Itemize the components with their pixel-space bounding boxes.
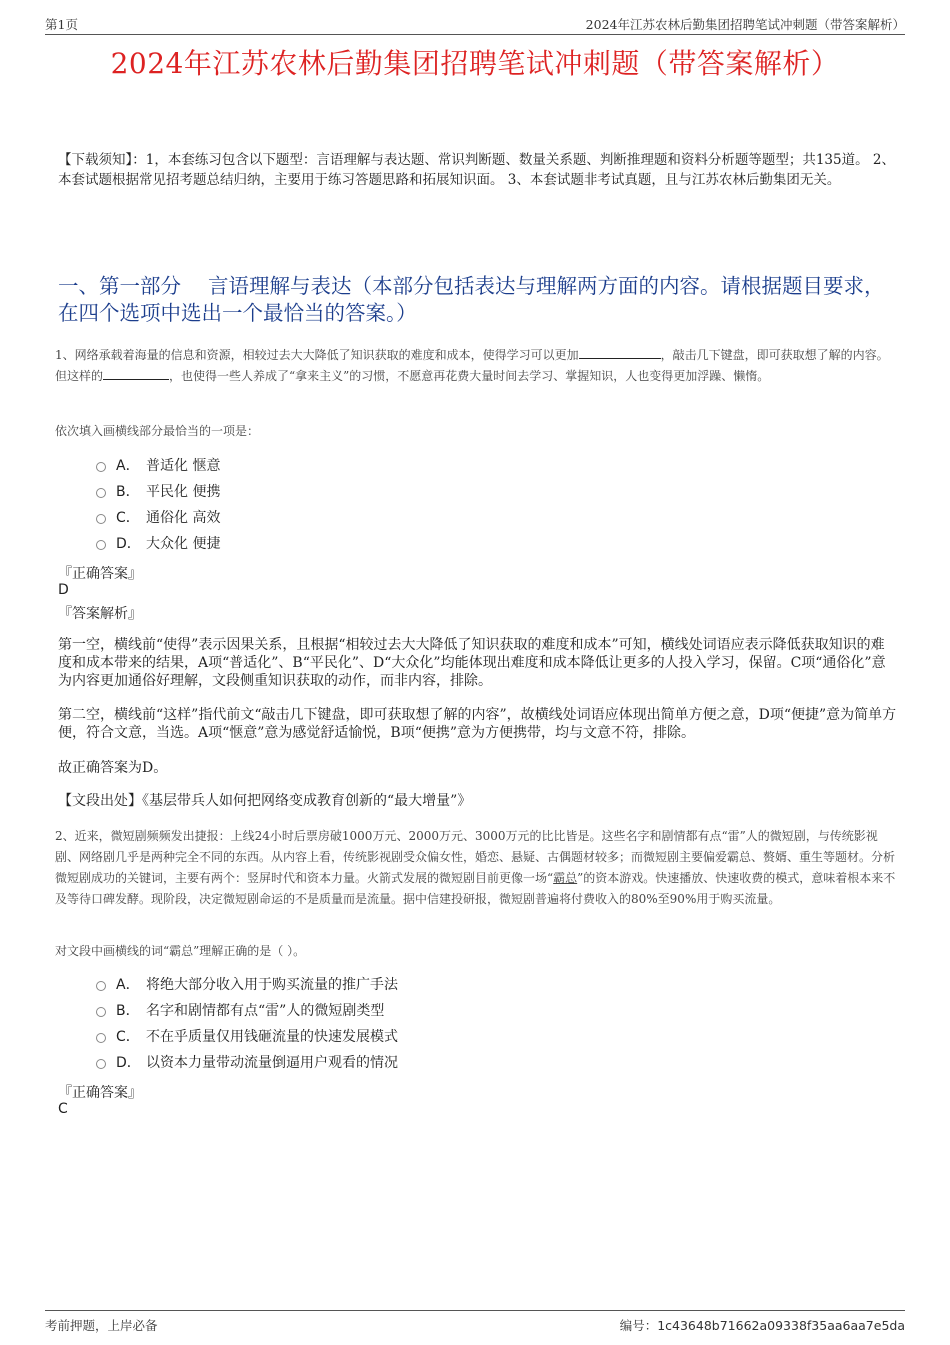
download-notice: 【下载须知】：1，本套练习包含以下题型：言语理解与表达题、常识判断题、数量关系题、判断推理题和资料分析题等题型；共135道。 2、本套试题根据常见招考题总结归纳，主要用于练习答题思路和拓展知识面。 3、本套试题非考试真题，且与江苏农林后勤集团无关。 <box>58 152 895 188</box>
page-header <box>45 12 905 35</box>
radio-icon[interactable] <box>96 540 106 550</box>
option-a[interactable]: A． 将绝大部分收入用于购买流量的推广手法 <box>96 971 398 997</box>
page-number: 第1页 <box>45 17 78 32</box>
footer-slogan: 考前押题，上岸必备 <box>45 1318 158 1333</box>
question-1-options <box>96 452 220 556</box>
question-2-prompt: 对文段中画横线的词“霸总”理解正确的是（ ）。 <box>55 944 306 958</box>
option-b[interactable]: B． 名字和剧情都有点“雷”人的微短剧类型 <box>96 997 398 1023</box>
question-2-text: 2、近来，微短剧频频发出捷报：上线24小时后票房破1000万元、2000万元、3000万元的比比皆是。这些名字和剧情都有点“雷”人的微短剧，与传统影视剧、网络剧几乎是两种完全不同的东西。从内容上看，传统影视剧受众偏女性，婚恋、悬疑、古偶题材较多；而微短剧主要偏爱霸总、赘婿、重生等题材。分析微短剧成功的关键词，主要有两个：竖屏时代和资本力量。火箭式发展的微短剧目前更像一场“霸总”的资本游戏。快速播放、快速收费的模式，意味着根本来不及等待口碑发酵。现阶段，决定微短剧命运的不是质量而是流量。据中信建投研报，微短剧普遍将付费收入的80%至90%用于购买流量。 <box>55 829 896 906</box>
answer-label: 『正确答案』 <box>58 566 142 582</box>
radio-icon[interactable] <box>96 514 106 524</box>
fill-blank-2 <box>103 367 169 380</box>
option-d[interactable]: D． 大众化 便捷 <box>96 530 220 556</box>
radio-icon[interactable] <box>96 981 106 991</box>
radio-icon[interactable] <box>96 1059 106 1069</box>
answer-value: C <box>58 1101 68 1117</box>
radio-icon[interactable] <box>96 462 106 472</box>
page-footer <box>45 1310 905 1333</box>
option-c[interactable]: C． 不在乎质量仅用钱砸流量的快速发展模式 <box>96 1023 398 1049</box>
answer-label: 『正确答案』 <box>58 1085 142 1101</box>
analysis-conclusion: 故正确答案为D。 <box>58 760 168 776</box>
header-doc-title: 2024年江苏农林后勤集团招聘笔试冲刺题（带答案解析） <box>585 17 905 32</box>
option-c[interactable]: C． 通俗化 高效 <box>96 504 220 530</box>
question-2-options <box>96 971 398 1075</box>
question-1-prompt: 依次填入画横线部分最恰当的一项是： <box>55 424 260 438</box>
underlined-term: 霸总 <box>553 871 578 885</box>
footer-serial: 编号：1c43648b71662a09338f35aa6aa7e5da <box>619 1318 905 1333</box>
document-title: 2024年江苏农林后勤集团招聘笔试冲刺题（带答案解析） <box>110 47 840 80</box>
question-1-text: 1、网络承载着海量的信息和资源，相较过去大大降低了知识获取的难度和成本，使得学习可以更加 ，敲击几下键盘，即可获取想了解的内容。但这样的 ，也使得一些人养成了“拿来主义”的习惯，不愿意再花费大量时间去学习、掌握知识，人也变得更加浮躁、懒惰。 <box>55 348 889 383</box>
analysis-label: 『答案解析』 <box>58 606 142 622</box>
option-b[interactable]: B． 平民化 便携 <box>96 478 220 504</box>
source-citation: 【文段出处】《基层带兵人如何把网络变成教育创新的“最大增量”》 <box>58 793 472 809</box>
analysis-paragraph-2: 第二空，横线前“这样”指代前文“敲击几下键盘，即可获取想了解的内容”，故横线处词语应体现出简单方便之意，D项“便捷”意为简单方便，符合文意，当选。A项“惬意”意为感觉舒适愉悦，B项“便携”意为方便携带，均与文意不符，排除。 <box>58 707 897 741</box>
radio-icon[interactable] <box>96 1007 106 1017</box>
option-a[interactable]: A． 普适化 惬意 <box>96 452 220 478</box>
section-title: 一、第一部分 言语理解与表达（本部分包括表达与理解两方面的内容。请根据题目要求，在四个选项中选出一个最恰当的答案。） <box>58 274 885 325</box>
answer-value: D <box>58 582 69 598</box>
fill-blank-1 <box>579 346 661 359</box>
option-d[interactable]: D． 以资本力量带动流量倒逼用户观看的情况 <box>96 1049 398 1075</box>
analysis-paragraph-1: 第一空，横线前“使得”表示因果关系，且根据“相较过去大大降低了知识获取的难度和成本”可知，横线处词语应表示降低获取知识的难度和成本带来的结果，A项“普适化”、B“平民化”、D“大众化”均能体现出难度和成本降低让更多的人投入学习，保留。C项“通俗化”意为内容更加通俗好理解，文段侧重知识获取的动作，而非内容，排除。 <box>58 637 886 689</box>
radio-icon[interactable] <box>96 488 106 498</box>
radio-icon[interactable] <box>96 1033 106 1043</box>
